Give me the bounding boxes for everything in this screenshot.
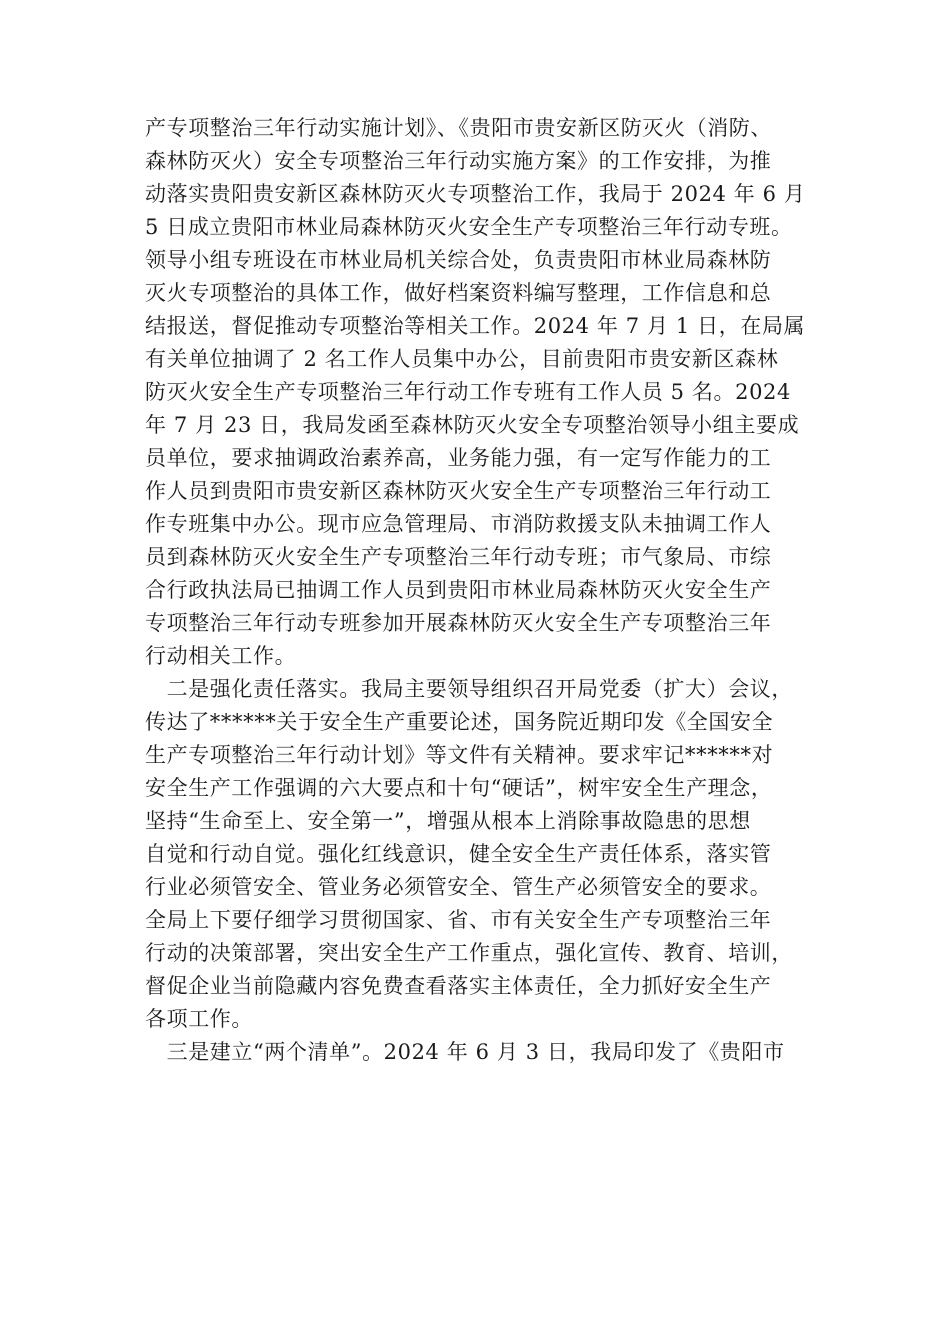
text-line: 自觉和行动自觉。强化红线意识，健全安全生产责任体系，落实管 xyxy=(145,842,772,866)
text-line: 5 日成立贵阳市林业局森林防灭火安全生产专项整治三年行动专班。 xyxy=(145,215,793,239)
text-line: 灭火专项整治的具体工作，做好档案资料编写整理，工作信息和总 xyxy=(145,281,772,305)
text-line: 三是建立“两个清单”。2024 年 6 月 3 日，我局印发了《贵阳市 xyxy=(145,1040,785,1064)
text-line: 领导小组专班设在市林业局机关综合处，负责贵阳市林业局森林防 xyxy=(145,248,772,272)
text-line: 员单位，要求抽调政治素养高，业务能力强，有一定写作能力的工 xyxy=(145,446,772,470)
text-line: 二是强化责任落实。我局主要领导组织召开局党委（扩大）会议， xyxy=(145,677,793,701)
text-line: 传达了******关于安全生产重要论述，国务院近期印发《全国安全 xyxy=(145,710,774,734)
text-line: 行动相关工作。 xyxy=(145,644,297,668)
text-line: 全局上下要仔细学习贯彻国家、省、市有关安全生产专项整治三年 xyxy=(145,908,772,932)
text-line: 作人员到贵阳市贵安新区森林防灭火安全生产专项整治三年行动工 xyxy=(145,479,772,503)
text-line: 有关单位抽调了 2 名工作人员集中办公，目前贵阳市贵安新区森林 xyxy=(145,347,779,371)
text-line: 森林防灭火）安全专项整治三年行动实施方案》的工作安排，为推 xyxy=(145,149,772,173)
text-line: 产专项整治三年行动实施计划》、《贵阳市贵安新区防灭火（消防、 xyxy=(145,116,772,140)
text-line: 合行政执法局已抽调工作人员到贵阳市林业局森林防灭火安全生产 xyxy=(145,578,772,602)
text-line: 督促企业当前隐藏内容免费查看落实主体责任，全力抓好安全生产 xyxy=(145,974,772,998)
text-line: 防灭火安全生产专项整治三年行动工作专班有工作人员 5 名。2024 xyxy=(145,380,791,404)
text-line: 行业必须管安全、管业务必须管安全、管生产必须管安全的要求。 xyxy=(145,875,772,899)
text-line: 安全生产工作强调的六大要点和十句“硬话”，树牢安全生产理念， xyxy=(145,776,773,800)
text-line: 作专班集中办公。现市应急管理局、市消防救援支队未抽调工作人 xyxy=(145,512,772,536)
text-line: 动落实贵阳贵安新区森林防灭火专项整治工作，我局于 2024 年 6 月 xyxy=(145,182,806,206)
text-line: 员到森林防灭火安全生产专项整治三年行动专班；市气象局、市综 xyxy=(145,545,772,569)
text-line: 行动的决策部署，突出安全生产工作重点，强化宣传、教育、培训， xyxy=(145,941,793,965)
text-line: 结报送，督促推动专项整治等相关工作。2024 年 7 月 1 日，在局属 xyxy=(145,314,806,338)
text-line: 年 7 月 23 日，我局发函至森林防灭火安全专项整治领导小组主要成 xyxy=(145,413,800,437)
text-line: 生产专项整治三年行动计划》等文件有关精神。要求牢记******对 xyxy=(145,743,774,767)
text-line: 各项工作。 xyxy=(145,1007,253,1031)
text-line: 坚持“生命至上、安全第一”，增强从根本上消除事故隐患的思想 xyxy=(145,809,751,833)
body-text xyxy=(145,112,805,1069)
text-line: 专项整治三年行动专班参加开展森林防灭火安全生产专项整治三年 xyxy=(145,611,772,635)
